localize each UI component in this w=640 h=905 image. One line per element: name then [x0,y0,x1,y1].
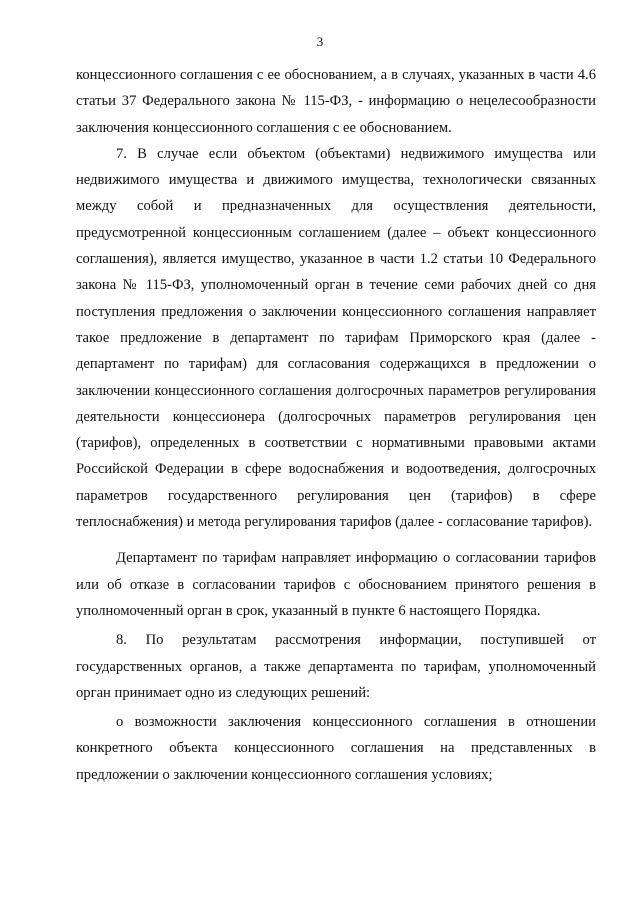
paragraph-decision-option: о возможности заключения концессионного соглашения в отношении конкретного объекта концессионного соглашения на представленных в предложении о заключении концессионного соглашения условиях; [76,714,596,783]
paragraph-item-7: 7. В случае если объектом (объектами) недвижимого имущества или недвижимого имущества и движимого имущества, технологически связанных между собой и предназначенных для осуществления деятельности, предусмотренной концессионным соглашением (далее – объект концессионного соглашения), является имущество, указанное в части 1.2 статьи 10 Федерального закона № 115-ФЗ, уполномоченный орган в течение семи рабочих дней со дня поступления предложения о заключении концессионного соглашения направляет такое предложение в департамент по тарифам Приморского края (далее - департамент по тарифам) для согласования содержащихся в предложении о заключении концессионного соглашения долгосрочных параметров регулирования деятельности концессионера (долгосрочных параметров регулирования цен (тарифов), определенных в соответствии с нормативными правовыми актами Российской Федерации в сфере водоснабжения и водоотведения, долгосрочных параметров государственного регулирования цен (тарифов) в сфере теплоснабжения) и метода регулирования тарифов (далее - согласование тарифов). [76,145,596,531]
paragraph-continuation: концессионного соглашения с ее обоснованием, а в случаях, указанных в части 4.6 статьи 37 Федерального закона № 115-ФЗ, - информацию о нецелесообразности заключения концессионного соглашения с ее обоснованием. [76,67,596,136]
paragraph-item-8: 8. По результатам рассмотрения информации, поступившей от государственных органов, а также департамента по тарифам, уполномоченный орган принимает одно из следующих решений: [76,632,596,701]
paragraph-tariff-department: Департамент по тарифам направляет информацию о согласовании тарифов или об отказе в согласовании тарифов с обоснованием принятого решения в уполномоченный орган в срок, указанный в пункте 6 настоящего Порядка. [76,550,596,619]
document-body [76,62,596,788]
page-number: 3 [316,34,324,49]
